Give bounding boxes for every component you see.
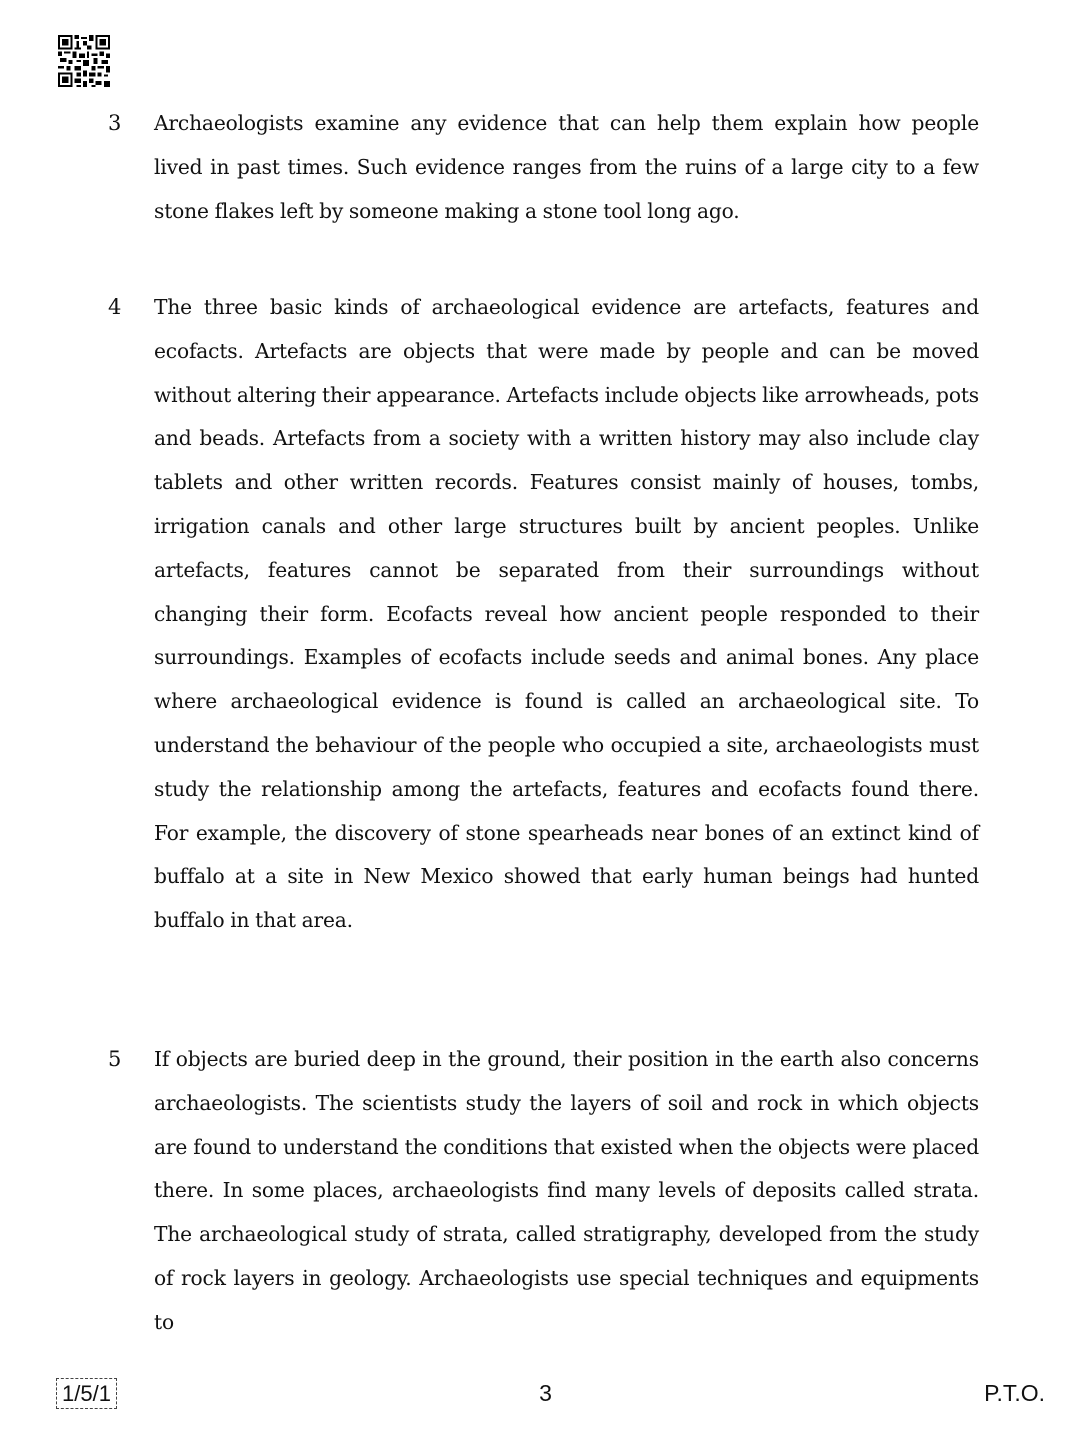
page-number: 3 [539,1380,552,1406]
paragraph-text: The three basic kinds of archaeological evidence are artefacts, features and ecofacts. Artefacts are objects that were made by people and can be moved without altering their appearance. Artefacts include objects like arrowheads, pots and beads. Artefacts from a society with a written history may also include clay tablets and other written records. Features consist mainly of houses, tombs, irrigation canals and other large structures built by ancient peoples. Unlike artefacts, features cannot be separated from their surroundings without changing their form. Ecofacts reveal how ancient people responded to their surroundings. Examples of ecofacts include seeds and animal bones. Any place where archaeological evidence is found is called an archaeological site. To understand the behaviour of the people who occupied a site, archaeologists must study the relationship among the artefacts, features and ecofacts found there. For example, the discovery of stone spearheads near bones of an extinct kind of buffalo at a site in New Mexico showed that early human beings had hunted buffalo in that area. [154,295,979,933]
paragraph-number: 5 [108,1047,122,1071]
paper-code: 1/5/1 [56,1378,117,1409]
paragraph-text: Archaeologists examine any evidence that can help them explain how people lived in past times. Such evidence ranges from the ruins of a large city to a few stone flakes left by someone making a stone tool long ago. [154,111,979,223]
paragraph-number: 4 [108,295,122,319]
pto-label: P.T.O. [984,1380,1045,1406]
paragraph-number: 3 [108,111,122,135]
paragraph-text: If objects are buried deep in the ground, their position in the earth also concerns archaeologists. The scientists study the layers of soil and rock in which objects are found to understand the conditions that existed when the objects were placed there. In some places, archaeologists find many levels of deposits called strata. The archaeological study of strata, called stratigraphy, developed from the study of rock layers in geology. Archaeologists use special techniques and equipments to [154,1047,979,1334]
qr-code-icon [58,35,110,87]
